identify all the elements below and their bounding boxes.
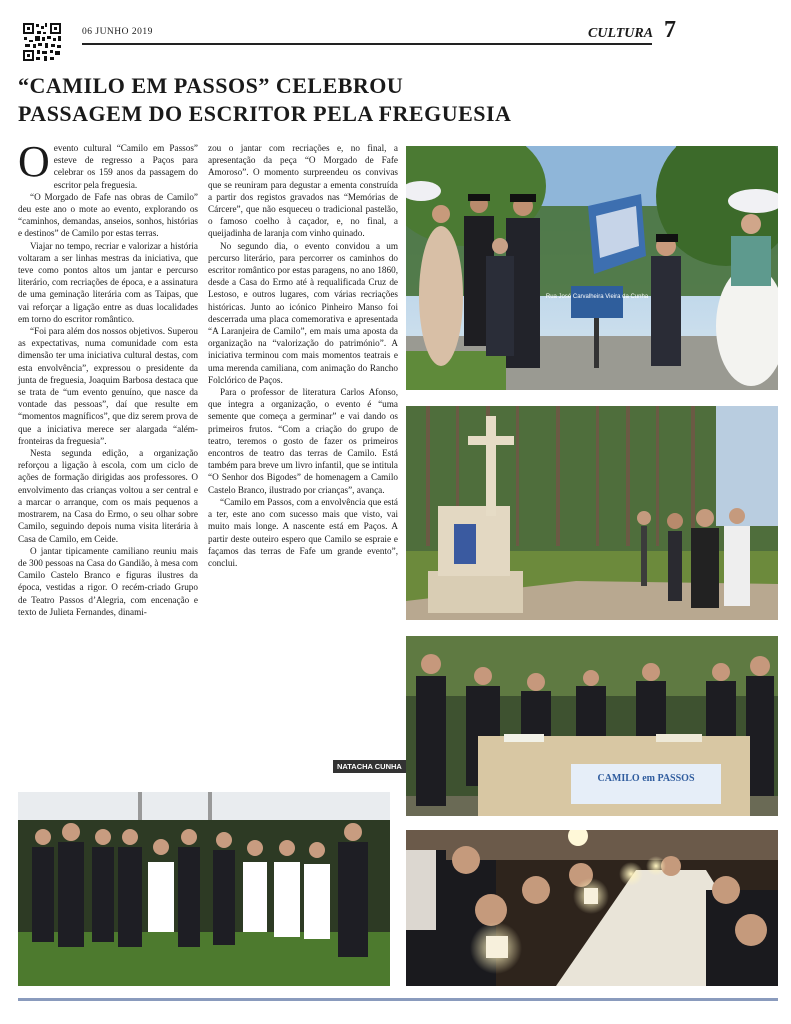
bottom-rule	[18, 998, 778, 1001]
headline-line-1: “CAMILO EM PASSOS” CELEBROU	[18, 73, 404, 98]
article-paragraph: Para o professor de literatura Carlos Afonso, que integra a organização, o evento é “uma semente que começa a germinar” e vai dando os primeiros frutos. “Com a criação do grupo de teatro, teremos o gosto de fazer os primeiros encontros de teatro das terras de Camilo. Está também para breve um livro infantil, que se intitula “O Senhor dos Bigodes” de homenagem a Camilo Castelo Branco, ilustrado por crianças”, avança.	[208, 387, 398, 495]
section-title: CULTURA	[588, 26, 654, 41]
page-number: 7	[664, 17, 676, 43]
header-rule	[82, 43, 652, 45]
article-headline	[18, 72, 638, 128]
qr-code	[22, 22, 62, 62]
photo-theatre-group	[18, 792, 390, 986]
author-byline: NATACHA CUNHA	[333, 760, 406, 773]
article-paragraph: “Camilo em Passos, com a envolvência que está a ter, este ano com sucesso mais que visto, vai muito mais longe. A nascente está em Paços. A partir deste outeiro espero que Camilo se espraie e façamos das terras de Fafe um grande evento”, conclui.	[208, 496, 398, 568]
article-paragraph: Viajar no tempo, recriar e valorizar a história voltaram a ser linhas mestras da iniciativa, que teve como pontos altos um jantar e percurso literário, com recriações de época, e a assinatura de uma geminação literária com as Taipas, que vai reforçar a ligação entre as duas localidades em torno do escritor romântico.	[18, 240, 198, 324]
banner-text: CAMILO em PASSOS	[597, 773, 695, 784]
photo-street-sign-unveiling	[406, 146, 778, 390]
article-column-2	[208, 142, 398, 569]
headline-line-2: PASSAGEM DO ESCRITOR PELA FREGUESIA	[18, 101, 512, 126]
photo-signing-table	[406, 636, 778, 816]
article-paragraph: Nesta segunda edição, a organização reforçou a ligação à escola, com um ciclo de ações de formação dirigidas aos professores. O envolvimento das crianças voltou a ser central e a marcar o arranque, com os mais pequenos a mostrarem, na Casa do Ermo, o seu olhar sobre Camilo, seguindo depois numa visita literária à Casa de Camilo, em Ceide.	[18, 448, 198, 544]
article-paragraph: O evento cultural “Camilo em Passos” esteve de regresso a Paços para celebrar os 159 anos da passagem do escritor pela freguesia.	[18, 137, 198, 190]
photo-stone-cross-monument	[406, 406, 778, 620]
photo-candlelit-dinner	[406, 830, 778, 986]
article-paragraph: “O Morgado de Fafe nas obras de Camilo” deu este ano o mote ao evento, explorando os “caminhos, demandas, anseios, sonhos, histórias e destinos” de Camilo por estas terras.	[18, 191, 198, 239]
article-paragraph: No segundo dia, o evento convidou a um percurso literário, para percorrer os caminhos do escritor romântico por estas paragens, no ano 1860, desde a Casa do Ermo até à requalificada Cruz de Lestoso, e outros lugares, com várias recriações históricas. Junto ao icónico Pinheiro Manso foi descerrada uma placa comemorativa e apresentada “A Laranjeira de Camilo”, em mais uma aposta da organização na “valorização do património”. A iniciativa terminou com mais momentos teatrais e uma merenda camiliana, com animação do Rancho Folclórico de Paços.	[208, 240, 398, 385]
article-paragraph: “Foi para além dos nossos objetivos. Superou as expectativas, numa comunidade com esta dimensão ter uma iniciativa cultural destas, com esta envolvência”, expressou o presidente da junta de freguesia, Joaquim Barbosa destaca que se trata de “um evento genuíno, que nasce da vontade das pessoas”, daí que resulte em “momentos magníficos”, que diz serem prova de que a iniciativa merece ser alargada “além-fronteiras da freguesia”.	[18, 326, 198, 446]
article-column-1	[18, 137, 198, 618]
street-sign-text: Rua José Carvalheira Vieira da Cunha	[545, 294, 649, 300]
article-paragraph: zou o jantar com recriações e, no final, a apresentação da peça “O Morgado de Fafe Amoroso”. O momento surpreendeu os convivas que se reuniram para degustar a ementa construída a partir dos registos gravados nas “Memórias de Cárcere”, que não esqueceu o tradicional pastelão, o famoso coelho à caçador, e, no final, a queijadinha de laranja com vinho quinado.	[208, 143, 398, 239]
article-paragraph: O jantar tipicamente camiliano reuniu mais de 300 pessoas na Casa do Gandião, à mesa com Camilo Castelo Branco e figuras ilustres da época, vestidas a rigor. O recém-criado Grupo de Teatro Passos d’Alegria, com encenação e texto de Julieta Fernandes, dinami-	[18, 545, 198, 617]
drop-cap: O	[18, 137, 50, 186]
issue-date: 06 JUNHO 2019	[82, 27, 153, 37]
